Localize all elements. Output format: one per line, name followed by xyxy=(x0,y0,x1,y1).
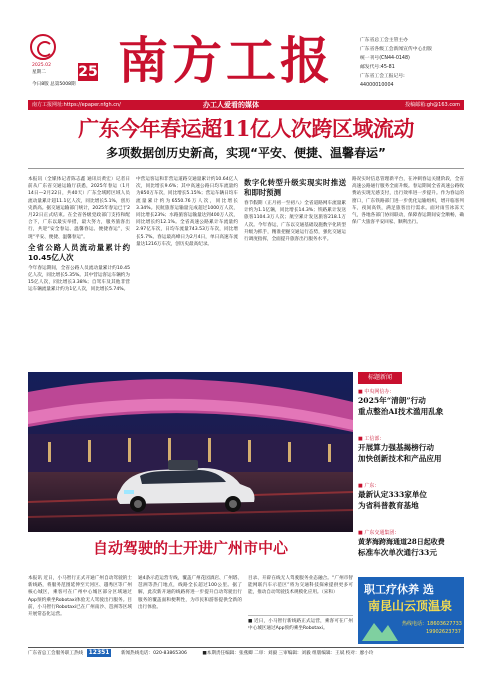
email-link[interactable]: 投稿邮箱:gh@163.com xyxy=(405,102,460,108)
sidebar-tag: 标题新闻 xyxy=(358,372,402,384)
ad-phone: 19902623737 xyxy=(426,629,461,635)
footer-divider xyxy=(28,647,464,648)
news-title-line: 重点整治AI技术滥用乱象 xyxy=(358,406,444,416)
publisher-line: 广东省工会工报记号: xyxy=(360,74,405,79)
news-source: ■ 广东： xyxy=(358,483,380,489)
lead-body: 今年春运期间，全省公路人员流动量累计约10.45亿人次，同比增长5.35%。其中营运客运车辆约为15亿人次，同比增长3.38%；自驾车及其他非营运车辆流量累计约为1亿人次，同比增长5.74%。 xyxy=(28,265,130,293)
news-title-line: 最新认定333家单位 xyxy=(358,490,428,499)
sidebar-news-item[interactable] xyxy=(358,388,464,417)
footer xyxy=(28,649,464,659)
lead-subhead: 多项数据创历史新高，实现“平安、便捷、温馨春运” xyxy=(106,146,386,160)
news-phone: 新闻热线电话：020-83865306 xyxy=(120,651,187,656)
ad-phone: 热线电话：18603627733 xyxy=(402,621,462,627)
publisher-line: 44000010004 xyxy=(360,83,394,88)
photo-story-title: 自动驾驶的士开进广州市中心 xyxy=(92,539,288,557)
section-heading: 全省公路人员流动量累计约10.45亿人次 xyxy=(28,242,130,262)
story-column-3: 目录、开辟在线无人驾驶服务业态融合。“广州市智能网联汽车示范区”将为交通科技探索提供更多可能，推动自动驾驶技术规模化应用。（宋和） xyxy=(248,576,353,596)
lead-body: 路况实时信息管理新平台，在冲刺春运关键阶段，全省高速公路通行服务全面升级。春运期间全省高速公路收费站实现无感支付，出行效率进一步提升。作为春运的窗口，广东铁路部门进一步优化运输组织，增开临客列车，夜间高铁，满足旅客出行需求。面对雨雪冰冻天气，各地各部门协同联动，保障春运期间安全顺畅，确保广大旅客平安回家、顺利出行。 xyxy=(352,177,464,226)
news-title-line: 开展算力强基揭榜行动 xyxy=(358,443,434,452)
editors-credit: ■本期责任编辑：张燕卿 二审：刘毅 三审编辑：刘毅 组版编辑：王斌 校对：廖小玲 xyxy=(202,651,374,656)
story-column-2: 通4条示范运营专线，覆盖广州花园酒店、广州塔、琶洲等热门地点，线路全长超过100公里。据了解，此次新开通的线路将进一步提升自动驾驶出行服务的覆盖面和便利性，为市民和游客提供全新的出行体验。 xyxy=(138,576,242,610)
headline-sidebar xyxy=(358,372,464,644)
news-source: ■ 广东交通集团： xyxy=(358,530,400,536)
news-title-line: 为省科普教育基地 xyxy=(358,500,419,510)
sidebar-news-item[interactable] xyxy=(358,435,464,464)
ad-subtitle: 南昆山云顶温泉 xyxy=(368,599,453,613)
ad-title: 职工疗休养 选 xyxy=(364,583,434,596)
news-title-line: 黄茅海跨海通道28日起收费 xyxy=(358,537,445,546)
sidebar-news-item[interactable] xyxy=(358,482,464,511)
lead-intro: 本报讯（全媒体记者陈志鑫 通讯员黄宏）记者日前从广东省交通运输厅获悉，2025年春运（1月14日—2月22日，共40天）广东全域跨区域人员流动量累计超11.1亿人次，同比增长5.1%，创历史新高。据交通运输部门统计，2025年春运已于2月22日正式结束。在全省各级党政部门支持和配合下，广东以最实举措，最大努力，服务旅客出行，共迎“安全春运、温馨春运、便捷春运”，实现“平安、便捷、温馨春运”。 xyxy=(28,177,130,240)
website-link[interactable]: 南方工报网址:https://epaper.nfgh.cn/ xyxy=(32,102,121,108)
issue-info: 今日8版 总第5008期 xyxy=(32,82,76,87)
photo-caption: ■ 近日，小马智行新线路正式运营，乘客可在广州中心城区通过App预约乘坐Robotaxi。 xyxy=(248,615,353,646)
news-title-line: 标准车次单次通行33元 xyxy=(358,547,437,557)
day-number: 25 xyxy=(78,64,98,80)
divider xyxy=(28,168,464,169)
lead-body: 中营运客运和非营运道路交通量累计约10.64亿人次，同比增长9.6%；其中高速公路日均车流量约为850万车次，同比增长5.15%；营运车辆日均车流量累计约为6550.76万人次，同比增长3.34%。民航旅客运输量完成超过1000万人次，同比增长23%；水路旅客运输量达到400万人次，同比增长约12.1%。全省高速公路累计车流量约2.97亿车次，日均车流量743.53万车次，同比增长5.7%。春运最高峰日为2月4日，单日高速车流量达1216万车次，创历史最高纪录。 xyxy=(136,177,238,247)
publisher-line: 统一刊号(CN44-0148) xyxy=(360,56,410,61)
section-heading: 数字化转型升级实现实时推送和即时预测 xyxy=(244,178,346,197)
weekday: 星期二 xyxy=(32,70,46,75)
slogan: 办工人爱看的媒体 xyxy=(203,101,259,109)
newspaper-logo-icon xyxy=(30,34,56,60)
date-box xyxy=(32,63,98,89)
lead-column-3 xyxy=(244,176,346,364)
publisher-line: 广东省总工会主管主办 xyxy=(360,38,408,43)
publisher-line: 邮发代号:45-81 xyxy=(360,65,395,70)
lead-headline: 广东今年春运超11亿人次跨区域流动 xyxy=(78,116,414,141)
hotline-label: 广东省总工会服务职工热线 xyxy=(28,651,84,656)
sidebar-news-item[interactable] xyxy=(358,529,464,558)
lead-column-4 xyxy=(352,176,464,364)
news-source: ■ 中央网信办： xyxy=(358,389,395,395)
date: 2025.02 xyxy=(32,63,51,68)
news-source: ■ 工信部： xyxy=(358,436,385,442)
lead-column-1 xyxy=(28,176,130,364)
robotaxi-photo xyxy=(28,372,353,532)
header-bar xyxy=(28,100,464,110)
lead-body: 春节假期（正月初一至初八）全省道路网车流量累计约为1.1亿辆，同比增长14.3%；铁路累计发送旅客1104.3万人次；航空累计发送旅客218.1万人次。今年春运，广东以交通基础设施数字化转型升级为抓手，精准把握交通运行态势，强化交通运行调度指挥，全面提升旅客出行服务水平。 xyxy=(244,201,346,243)
mountain-icon xyxy=(362,617,398,641)
story-column-1: 本报讯 近日，小马智行正式开通广州自动驾驶的士新线路，将服务范围延伸至天河区、越秀区等广州核心城区，乘客可在广州中心城区部分区域通过App预约乘坐Robotaxi体验无人驾驶出行服务。目前，小马智行Robotaxi已在广州南沙、琶洲等区域开展常态化运营。 xyxy=(28,576,132,618)
publisher-line: 广东省各级工会新闻宣传中心出版 xyxy=(360,47,432,52)
hotline-number[interactable]: 12351 xyxy=(88,649,110,656)
resort-advertisement[interactable] xyxy=(358,577,464,644)
news-title-line: 加快创新技术和产品应用 xyxy=(358,453,442,463)
publisher-info xyxy=(360,36,480,90)
news-title-line: 2025年“清朗”行动 xyxy=(358,396,426,405)
lead-column-2 xyxy=(136,176,238,364)
masthead-title: 南方工报 xyxy=(118,31,334,90)
terminal-night-scene xyxy=(28,372,353,532)
